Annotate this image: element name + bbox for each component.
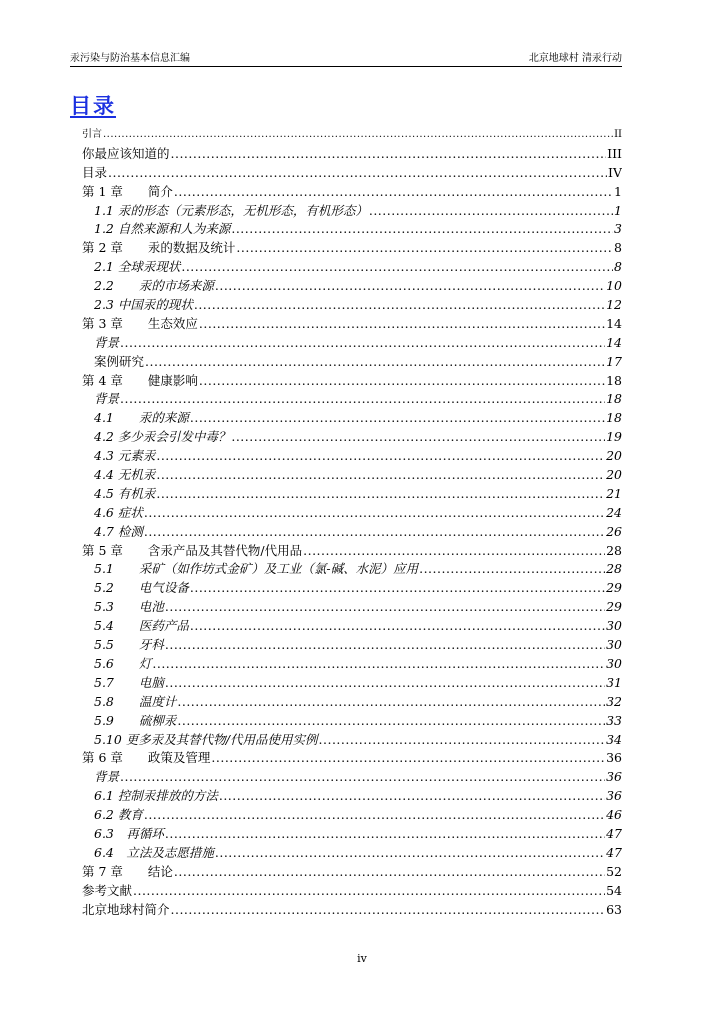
toc-dot-leader [231, 428, 605, 447]
toc-entry[interactable] [82, 277, 622, 296]
toc-entry-label: 第 1 章 简介 [82, 183, 173, 199]
toc-dot-leader [165, 636, 605, 655]
toc-dot-leader [156, 485, 605, 504]
toc-entry-label: 第 4 章 健康影响 [82, 372, 198, 388]
toc-entry[interactable] [82, 428, 622, 447]
toc-entry-label: 5.1 采矿（如作坊式金矿）及工业（氯-碱、水泥）应用 [94, 561, 419, 577]
toc-dot-leader [190, 409, 605, 428]
toc-dot-leader [199, 372, 605, 391]
toc-entry-page: 17 [606, 353, 622, 369]
toc-entry-page: 47 [606, 825, 622, 841]
toc-entry[interactable] [82, 409, 622, 428]
toc-dot-leader [177, 712, 605, 731]
toc-entry-page: 29 [606, 580, 622, 596]
toc-entry[interactable] [82, 579, 622, 598]
toc-entry[interactable] [82, 598, 622, 617]
toc-entry[interactable] [82, 655, 622, 674]
toc-entry[interactable] [82, 183, 622, 202]
toc-dot-leader [165, 674, 605, 693]
toc-entry-label: 5.4 医药产品 [94, 618, 189, 634]
toc-dot-leader [369, 202, 613, 221]
header-document-title: 汞污染与防治基本信息汇编 [70, 53, 190, 64]
toc-entry[interactable] [82, 749, 622, 768]
toc-entry[interactable] [82, 844, 622, 863]
toc-dot-leader [108, 164, 607, 183]
toc-dot-leader [303, 542, 605, 561]
toc-entry-page: 1 [614, 202, 622, 218]
toc-entry-page: 18 [606, 391, 622, 407]
toc-dot-leader [181, 258, 613, 277]
toc-entry-page: 54 [606, 882, 622, 898]
toc-entry-page: III [607, 145, 622, 161]
toc-entry-label: 第 6 章 政策及管理 [82, 750, 211, 766]
toc-entry[interactable] [82, 466, 622, 485]
toc-entry-page: 36 [606, 750, 622, 766]
toc-entry-page: 47 [606, 844, 622, 860]
toc-entry-label: 第 2 章 汞的数据及统计 [82, 240, 236, 256]
toc-entry[interactable] [82, 617, 622, 636]
toc-entry-page: 28 [606, 561, 622, 577]
toc-dot-leader [211, 749, 605, 768]
toc-entry-label: 4.7 检测 [94, 523, 143, 539]
header-organization: 北京地球村 清汞行动 [528, 53, 622, 64]
toc-entry-page: 3 [614, 221, 622, 237]
toc-dot-leader [165, 598, 605, 617]
toc-entry-label: 4.3 元素汞 [94, 448, 156, 464]
toc-entry[interactable] [82, 334, 622, 353]
toc-entry-page: 21 [606, 485, 622, 501]
toc-entry[interactable] [82, 560, 622, 579]
toc-entry[interactable] [82, 636, 622, 655]
toc-entry[interactable] [82, 202, 622, 221]
toc-dot-leader [171, 901, 606, 920]
toc-dot-leader [190, 579, 605, 598]
toc-entry-label: 引言 [82, 129, 102, 140]
toc-entry[interactable] [82, 390, 622, 409]
toc-entry[interactable] [82, 768, 622, 787]
toc-entry-page: 10 [606, 278, 622, 294]
toc-entry-label: 5.10 更多汞及其替代物/代用品使用实例 [94, 731, 318, 747]
toc-entry-label: 5.5 牙科 [94, 637, 164, 653]
toc-dot-leader [194, 296, 605, 315]
toc-dot-leader [120, 334, 605, 353]
toc-entry-page: 36 [606, 769, 622, 785]
toc-entry-label: 你最应该知道的 [82, 145, 170, 161]
toc-entry[interactable] [82, 164, 622, 183]
page-title: 目录 [70, 94, 116, 118]
toc-entry[interactable] [82, 258, 622, 277]
toc-entry-page: 28 [606, 542, 622, 558]
toc-entry[interactable] [82, 296, 622, 315]
toc-entry-label: 目录 [82, 164, 108, 180]
toc-entry-page: II [614, 129, 622, 140]
toc-entry-label: 第 3 章 生态效应 [82, 315, 198, 331]
toc-entry[interactable] [82, 882, 622, 901]
toc-entry-page: 52 [606, 863, 622, 879]
toc-entry-page: 14 [606, 315, 622, 331]
toc-entry-page: 46 [606, 807, 622, 823]
toc-dot-leader [165, 825, 605, 844]
toc-entry-label: 背景 [94, 769, 120, 785]
toc-entry-page: 26 [606, 523, 622, 539]
toc-entry[interactable] [82, 315, 622, 334]
toc-entry[interactable] [82, 220, 622, 239]
toc-entry[interactable] [82, 126, 622, 145]
toc-entry[interactable] [82, 787, 622, 806]
toc-dot-leader [133, 882, 605, 901]
toc-entry-label: 5.2 电气设备 [94, 580, 189, 596]
toc-entry-label: 6.1 控制汞排放的方法 [94, 788, 218, 804]
toc-entry-label: 6.3 再循环 [94, 825, 164, 841]
toc-entry-label: 第 5 章 含汞产品及其替代物/代用品 [82, 542, 303, 558]
toc-entry-label: 5.3 电池 [94, 599, 164, 615]
toc-dot-leader [319, 731, 606, 750]
toc-entry-page: IV [608, 164, 622, 180]
toc-entry-label: 6.4 立法及志愿措施 [94, 844, 214, 860]
toc-entry-label: 5.6 灯 [94, 655, 152, 671]
page-header [70, 52, 622, 67]
toc-entry-page: 29 [606, 599, 622, 615]
toc-entry[interactable] [82, 863, 622, 882]
toc-entry-label: 5.9 硫柳汞 [94, 712, 177, 728]
toc-entry-page: 19 [606, 429, 622, 445]
toc-dot-leader [236, 239, 613, 258]
toc-entry-label: 北京地球村简介 [82, 901, 170, 917]
toc-entry-label: 背景 [94, 334, 120, 350]
toc-entry-label: 案例研究 [94, 353, 145, 369]
toc-entry-page: 1 [614, 183, 622, 199]
toc-dot-leader [231, 220, 613, 239]
table-of-contents [82, 126, 622, 919]
toc-entry-label: 背景 [94, 391, 120, 407]
toc-entry-label: 2.3 中国汞的现状 [94, 297, 193, 313]
toc-entry-label: 2.1 全球汞现状 [94, 259, 181, 275]
toc-dot-leader [215, 277, 605, 296]
toc-dot-leader [174, 863, 605, 882]
toc-entry[interactable] [82, 542, 622, 561]
toc-dot-leader [215, 844, 605, 863]
toc-entry-page: 18 [606, 410, 622, 426]
toc-entry-page: 14 [606, 334, 622, 350]
toc-entry[interactable] [82, 674, 622, 693]
toc-entry[interactable] [82, 145, 622, 164]
toc-entry-page: 32 [606, 693, 622, 709]
toc-entry-label: 4.5 有机汞 [94, 485, 156, 501]
toc-entry-page: 34 [606, 731, 622, 747]
toc-entry-label: 5.8 温度计 [94, 693, 177, 709]
page-number: iv [357, 952, 367, 965]
toc-entry[interactable] [82, 485, 622, 504]
toc-entry-page: 24 [606, 504, 622, 520]
toc-entry-label: 1.2 自然来源和人为来源 [94, 221, 231, 237]
toc-dot-leader [120, 768, 605, 787]
toc-entry[interactable] [82, 825, 622, 844]
toc-entry-label: 4.6 症状 [94, 504, 143, 520]
toc-entry[interactable] [82, 447, 622, 466]
toc-dot-leader [144, 806, 605, 825]
toc-dot-leader [145, 353, 605, 372]
toc-dot-leader [103, 126, 613, 145]
toc-entry[interactable] [82, 901, 622, 920]
toc-dot-leader [144, 504, 605, 523]
toc-entry[interactable] [82, 239, 622, 258]
toc-entry-label: 5.7 电脑 [94, 674, 164, 690]
toc-entry-page: 33 [606, 712, 622, 728]
toc-entry[interactable] [82, 731, 622, 750]
toc-dot-leader [156, 466, 605, 485]
toc-entry[interactable] [82, 806, 622, 825]
toc-entry-page: 30 [606, 655, 622, 671]
toc-dot-leader [174, 183, 613, 202]
toc-dot-leader [219, 787, 605, 806]
toc-entry-label: 6.2 教育 [94, 807, 143, 823]
toc-entry-page: 63 [606, 901, 622, 917]
toc-entry[interactable] [82, 693, 622, 712]
toc-dot-leader [152, 655, 605, 674]
toc-entry[interactable] [82, 712, 622, 731]
toc-entry[interactable] [82, 504, 622, 523]
toc-entry-label: 4.1 汞的来源 [94, 410, 189, 426]
toc-dot-leader [171, 145, 607, 164]
toc-entry-label: 4.4 无机汞 [94, 467, 156, 483]
toc-dot-leader [156, 447, 605, 466]
toc-dot-leader [199, 315, 605, 334]
toc-entry-page: 8 [614, 259, 622, 275]
toc-entry-label: 2.2 汞的市场来源 [94, 278, 214, 294]
toc-entry-page: 30 [606, 637, 622, 653]
toc-entry-page: 31 [606, 674, 622, 690]
toc-dot-leader [120, 390, 605, 409]
toc-entry-page: 30 [606, 618, 622, 634]
toc-entry-page: 20 [606, 467, 622, 483]
toc-dot-leader [144, 523, 605, 542]
toc-entry-page: 18 [606, 372, 622, 388]
toc-entry[interactable] [82, 353, 622, 372]
toc-entry[interactable] [82, 523, 622, 542]
toc-dot-leader [419, 560, 605, 579]
toc-entry-page: 20 [606, 448, 622, 464]
toc-entry-label: 参考文献 [82, 882, 133, 898]
toc-entry-page: 36 [606, 788, 622, 804]
toc-entry[interactable] [82, 372, 622, 391]
toc-entry-page: 12 [606, 297, 622, 313]
toc-dot-leader [177, 693, 605, 712]
toc-entry-label: 4.2 多少汞会引发中毒？ [94, 429, 231, 445]
toc-dot-leader [190, 617, 605, 636]
toc-entry-label: 第 7 章 结论 [82, 863, 173, 879]
toc-entry-label: 1.1 汞的形态（元素形态，无机形态，有机形态） [94, 202, 368, 218]
toc-entry-page: 8 [614, 240, 622, 256]
